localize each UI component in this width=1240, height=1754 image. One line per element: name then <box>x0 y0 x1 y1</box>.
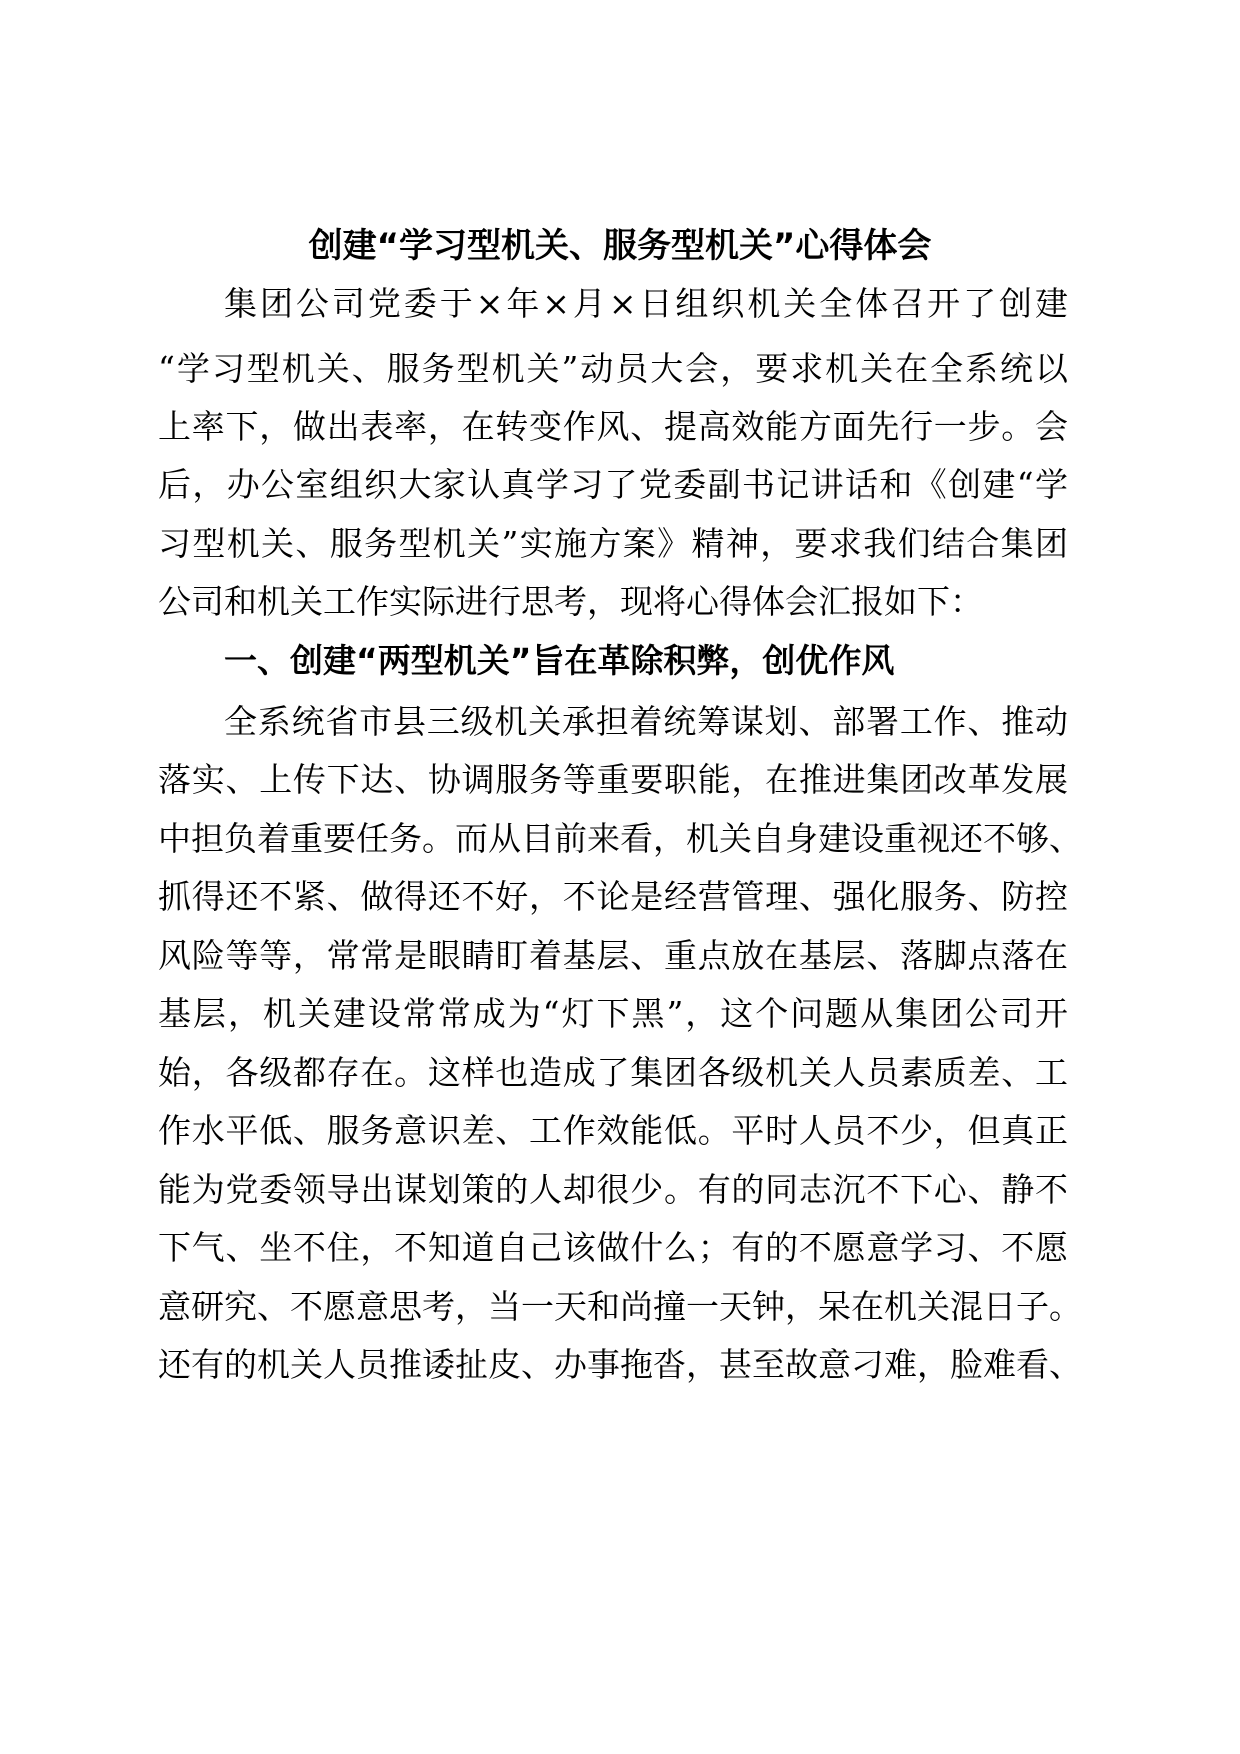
document-title: 创建“学习型机关、服务型机关”心得体会 <box>308 226 932 266</box>
section-heading: 一、创建“两型机关”旨在革除积弊，创优作风 <box>224 641 895 680</box>
paragraph-line: 公司和机关工作实际进行思考，现将心得体会汇报如下： <box>158 582 983 621</box>
paragraph-line: “学习型机关、服务型机关”动员大会，要求机关在全系统以 <box>158 349 1068 388</box>
paragraph-line: 中担负着重要任务。而从目前来看，机关自身建设重视还不够、 <box>158 819 1082 858</box>
paragraph-line: 上率下，做出表率，在转变作风、提高效能方面先行一步。会 <box>158 407 1068 446</box>
paragraph-line: 集团公司党委于×年×月×日组织机关全体召开了创建 <box>224 284 1068 323</box>
paragraph-line: 还有的机关人员推诿扯皮、办事拖沓，甚至故意刁难，脸难看、 <box>158 1345 1082 1384</box>
paragraph-line: 抓得还不紧、做得还不好，不论是经营管理、强化服务、防控 <box>158 877 1068 916</box>
paragraph-line: 意研究、不愿意思考，当一天和尚撞一天钟，呆在机关混日子。 <box>158 1287 1082 1326</box>
paragraph-line: 始，各级都存在。这样也造成了集团各级机关人员素质差、工 <box>158 1053 1068 1092</box>
paragraph-line: 全系统省市县三级机关承担着统筹谋划、部署工作、推动 <box>224 702 1068 741</box>
paragraph-line: 基层，机关建设常常成为“灯下黑”，这个问题从集团公司开 <box>158 994 1068 1033</box>
paragraph-line: 习型机关、服务型机关”实施方案》精神，要求我们结合集团 <box>158 524 1068 563</box>
paragraph-line: 风险等等，常常是眼睛盯着基层、重点放在基层、落脚点落在 <box>158 936 1068 975</box>
paragraph-line: 后，办公室组织大家认真学习了党委副书记讲话和《创建“学 <box>158 465 1068 504</box>
paragraph-line: 落实、上传下达、协调服务等重要职能，在推进集团改革发展 <box>158 760 1068 799</box>
paragraph-line: 下气、坐不住，不知道自己该做什么；有的不愿意学习、不愿 <box>158 1228 1068 1267</box>
paragraph-line: 能为党委领导出谋划策的人却很少。有的同志沉不下心、静不 <box>158 1170 1068 1209</box>
paragraph-line: 作水平低、服务意识差、工作效能低。平时人员不少，但真正 <box>158 1111 1068 1150</box>
